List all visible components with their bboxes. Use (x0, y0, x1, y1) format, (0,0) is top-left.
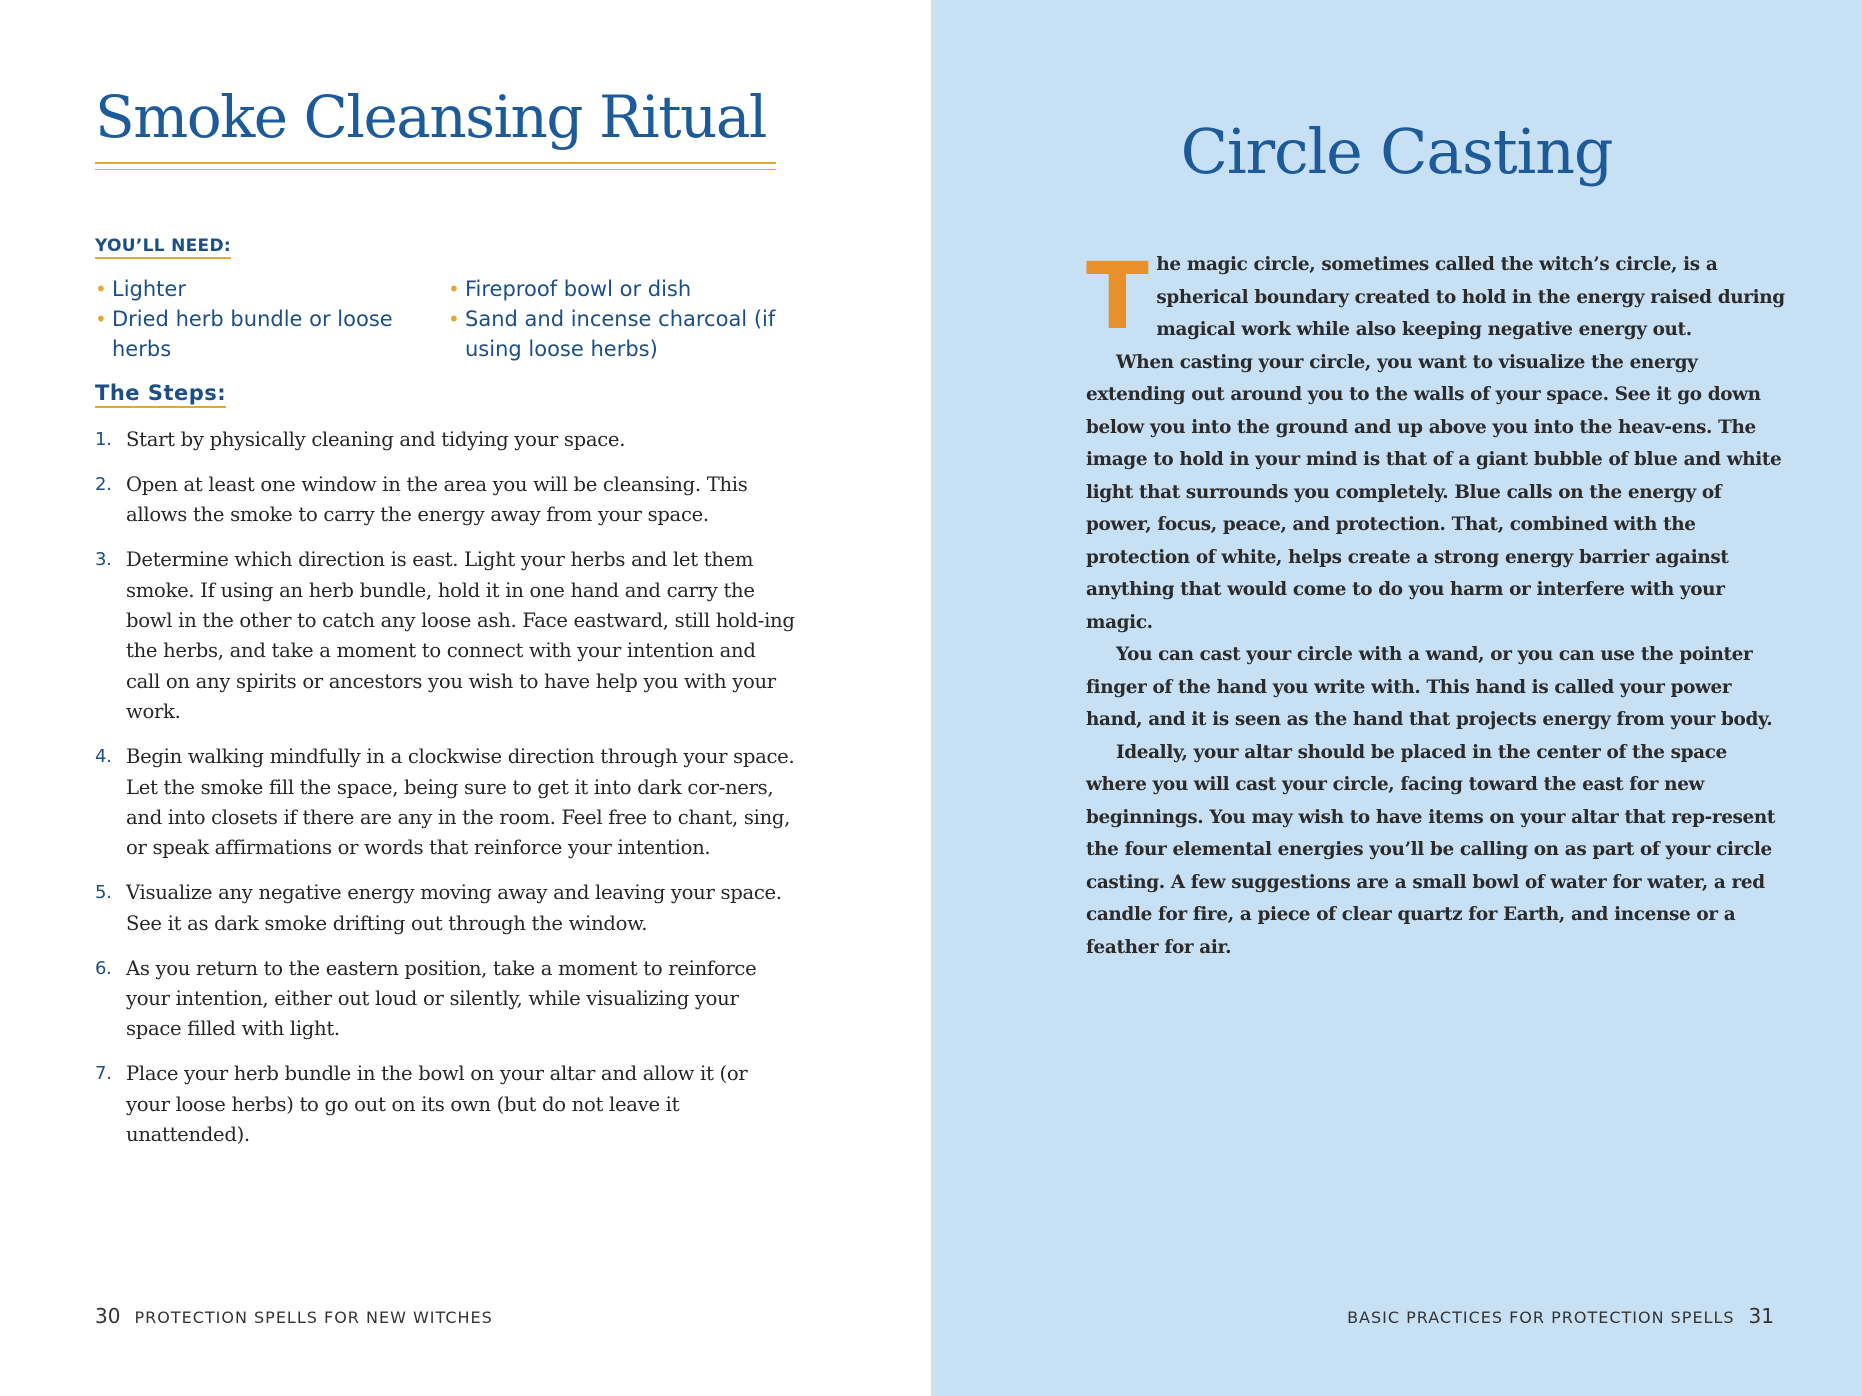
step-number: 2. (95, 473, 112, 495)
needs-list-col1 (95, 274, 425, 364)
step-text: Start by physically cleaning and tidying your space. (126, 428, 626, 451)
needs-list-col2 (448, 274, 778, 364)
folio-right (1347, 1304, 1774, 1328)
step-item (95, 1059, 795, 1150)
need-item-label: Dried herb bundle or loose herbs (112, 307, 393, 361)
step-number: 4. (95, 746, 112, 768)
right-page (931, 0, 1862, 1396)
need-item-label: Sand and incense charcoal (if using loose herbs) (465, 307, 776, 361)
step-text: Determine which direction is east. Light your herbs and let them smoke. If using an herb bundle, hold it in one hand and carry the bowl in the other to catch any loose ash. Face eastward, still hold-ing the herbs, and take a moment to connect with your intention and call on any spirits or ancestors you wish to have help you with your work. (126, 548, 795, 724)
need-item (448, 274, 778, 304)
step-number: 5. (95, 882, 112, 904)
need-item-label: Fireproof bowl or dish (465, 277, 692, 301)
need-item (448, 304, 778, 364)
bullet-icon: • (448, 277, 460, 301)
needs-heading: YOU’LL NEED: (95, 236, 231, 259)
bullet-icon: • (95, 307, 107, 331)
step-text: Open at least one window in the area you will be cleansing. This allows the smoke to carry the energy away from your space. (126, 472, 748, 527)
step-item (95, 545, 795, 727)
paragraph: You can cast your circle with a wand, or you can use the pointer finger of the hand you write with. This hand is called your power hand, and it is seen as the hand that projects energy from your body. (1086, 644, 1773, 730)
steps-list (95, 425, 795, 1165)
page-title: Circle Casting (1180, 115, 1613, 188)
folio-left (95, 1304, 493, 1328)
running-head: PROTECTION SPELLS FOR NEW WITCHES (134, 1308, 493, 1327)
page-number: 30 (95, 1304, 121, 1328)
step-item (95, 878, 795, 939)
bullet-icon: • (448, 307, 460, 331)
step-text: As you return to the eastern position, take a moment to reinforce your intention, either out loud or silently, while visualizing your space filled with light. (126, 956, 757, 1041)
paragraph (1086, 243, 1786, 350)
step-number: 6. (95, 957, 112, 979)
drop-cap: T (1086, 243, 1149, 350)
article-body (1086, 243, 1786, 964)
paragraph: When casting your circle, you want to visualize the energy extending out around you to the walls of your space. See it go down below you into the ground and up above you into the heav-ens. The image to hold in your mind is that of a giant bubble of blue and white light that surrounds you completely. Blue calls on the energy of power, focus, peace, and protection. That, combined with the protection of white, helps create a strong energy barrier against anything that would come to do you harm or interfere with your magic. (1086, 351, 1782, 633)
title-underline (95, 162, 776, 164)
step-item (95, 470, 795, 531)
need-item-label: Lighter (112, 277, 186, 301)
step-text: Visualize any negative energy moving away and leaving your space. See it as dark smoke drifting out through the window. (126, 881, 782, 935)
need-item (95, 304, 425, 364)
step-number: 3. (95, 549, 112, 571)
step-item (95, 742, 795, 864)
step-item (95, 425, 795, 455)
bullet-icon: • (95, 277, 107, 301)
steps-heading: The Steps: (95, 381, 226, 408)
page-number: 31 (1748, 1304, 1774, 1328)
need-item (95, 274, 425, 304)
running-head: BASIC PRACTICES FOR PROTECTION SPELLS (1347, 1308, 1735, 1327)
title-underline-thin (95, 169, 776, 170)
page-title: Smoke Cleansing Ritual (95, 83, 766, 151)
step-text: Place your herb bundle in the bowl on your altar and allow it (or your loose herbs) to go out on its own (but do not leave it unattended). (126, 1062, 748, 1147)
step-text: Begin walking mindfully in a clockwise direction through your space. Let the smoke fill the space, being sure to get it into dark cor-ners, and into closets if there are any in the room. Feel free to chant, sing, or speak affirmations or words that reinforce your intention. (126, 745, 795, 860)
step-number: 1. (95, 429, 112, 450)
step-number: 7. (95, 1063, 112, 1085)
paragraph: Ideally, your altar should be placed in the center of the space where you will cast your circle, facing toward the east for new beginnings. You may wish to have items on your altar that rep-resent the four elemental energies you’ll be calling on as part of your circle casting. A few suggestions are a small bowl of water for water, a red candle for fire, a piece of clear quartz for Earth, and incense or a feather for air. (1086, 741, 1776, 958)
paragraph-text: he magic circle, sometimes called the witch’s circle, is a spherical boundary created to hold in the energy raised during magical work while also keeping negative energy out. (1156, 254, 1785, 340)
step-item (95, 954, 795, 1045)
